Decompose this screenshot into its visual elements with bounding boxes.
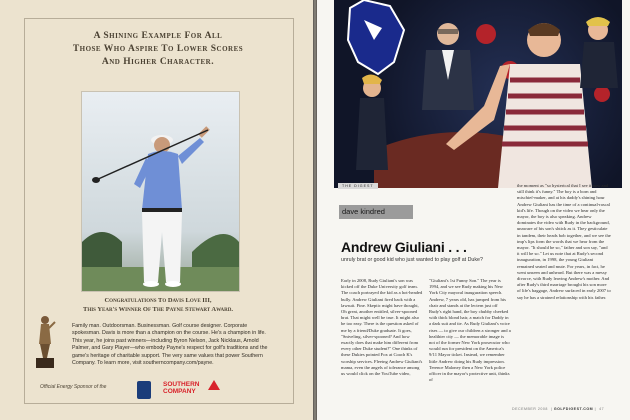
boy-left-figure: [356, 74, 388, 170]
article-column-2: "Giuliani's 1st Funny Son." The year is 1994, and we see Rudy making his New York City mayoral inauguration speech. Andrew, 7 years old, has jumped from his chair and stands at the lectern just off Rudy's right hand, the boy chubby cheeked with thick blond hair, a match for Daddy in a dark suit and tie. As Rudy Giuliani's voice rises — to give our children a stronger and a healthier city — the memorable image is not of the former New York prosecutor who would run for president on the America's 9/11 Mayor ticket. Instead, we remember little Andrew doing his Rudy impression. Terence Maloney then a New York police officer in the mayor's protective unit, thinks of: [429, 278, 511, 383]
sponsor-label: Official Energy Sponsor of the: [40, 384, 107, 390]
southern-company-mark-icon: [208, 380, 220, 390]
southern-company-logo-line-2: COMPANY: [163, 388, 196, 395]
article-subhead: unruly brat or good kid who just wanted to play golf at Duke?: [341, 257, 483, 263]
trophy-icon: [33, 314, 57, 370]
article-column-3: the moment as "so hysterical that I see it now and still think it's funny." The boy is a born and mischief-maker, and at his daddy's shining hour Andrew Giuliani has the time of a continual-rascal kid's life. Though on the video we hear only the mayor, the boy is also speaking. Andrew dominates the video with Rudy in the background, unaware of his son's shtick as it. They gesticulate in tandem, their heads bob together, and we see the imp's lips form the words that we hear from the mayor. "It should be so," father and son say, "and it will be so." Let us note that at Rudy's second inauguration, in 1998, the young Giuliani remained seated and mute. For years, in fact, he went unseen and unheard. But there was a messy divorce, with Rudy leaving Andrew's mother. And after Rudy's third marriage brought his son more of life's baggage, Andrew surfaced in early 2007 to say he has a strained relationship with his father.: [517, 183, 611, 300]
article-hero-illustration: [334, 0, 622, 188]
southern-company-logo-line-1: SOUTHERN: [163, 381, 200, 388]
article-column-1: Early in 2008, Rudy Giuliani's son was kicked off the Duke University golf team. The coach portrayed the kid as a hot-headed bully. Andrew Giuliani fired back with a lawsuit. Fine. Skeptic might have thought, Oh great, another entitled, silver-spooned brat. That might well be true. It might also be too easy. There is the question asked of me by a friend/Duke graduate. It goes, "Sniveling, silver-spooned? And how exactly does that make him different from every other Duke student?" One thinks of these Dukies pointed Fox at Coach K's worship services. Fleeing Andrew Giuliani's mama, even the angels of tolerance among us would click on the YouTube video,: [341, 278, 423, 377]
author-name: dave kindred: [342, 207, 385, 216]
folio-date: DECEMBER 2008: [512, 407, 548, 411]
article-page: [317, 0, 630, 420]
article-title: Andrew Giuliani . . .: [341, 239, 467, 255]
folio-site: GOLFDIGEST.COM: [553, 407, 594, 411]
boy-right-figure: [580, 17, 618, 88]
section-tag: THE DIGEST: [338, 183, 378, 189]
folio-page: 47: [599, 407, 605, 411]
southern-company-logo: [163, 381, 199, 395]
golfer-illustration: [82, 92, 239, 291]
ad-caption: [24, 296, 292, 314]
advertisement-page: [0, 0, 313, 420]
ad-caption-line-1: Congratulations To Davis Love III,: [104, 297, 212, 304]
ad-caption-line-2: This Year's Winner Of The Payne Stewart Award.: [83, 306, 233, 313]
golfer-photo: [81, 91, 240, 292]
ad-headline: [24, 30, 292, 69]
man-in-suit-figure: [422, 23, 474, 110]
duke-devil-logo: [348, 0, 404, 74]
page-folio: DECEMBER 2008 | GOLFDIGEST.COM | 47: [512, 407, 605, 411]
ad-headline-line-1: A Shining Example For All: [93, 31, 223, 41]
ad-headline-line-2: Those Who Aspire To Lower Scores: [72, 44, 244, 54]
pga-tour-logo: [137, 381, 151, 399]
ad-headline-line-3: And Higher Character.: [101, 57, 215, 67]
hero-collage: [334, 0, 622, 188]
ad-body-text: Family man. Outdoorsman. Businessman. Golf course designer. Corporate spokesman. Davis is more than a champion on the course. He's a champion in life. This year, he joins past winners—including Byron Nelson, Jack Nicklaus, Arnold Palmer, and Gary Player—who embody Payne's respect for golf's traditions and the game's heritage of charitable support. The very same values that power Southern Company. To learn more, visit southerncompany.com/payne.: [72, 323, 268, 367]
